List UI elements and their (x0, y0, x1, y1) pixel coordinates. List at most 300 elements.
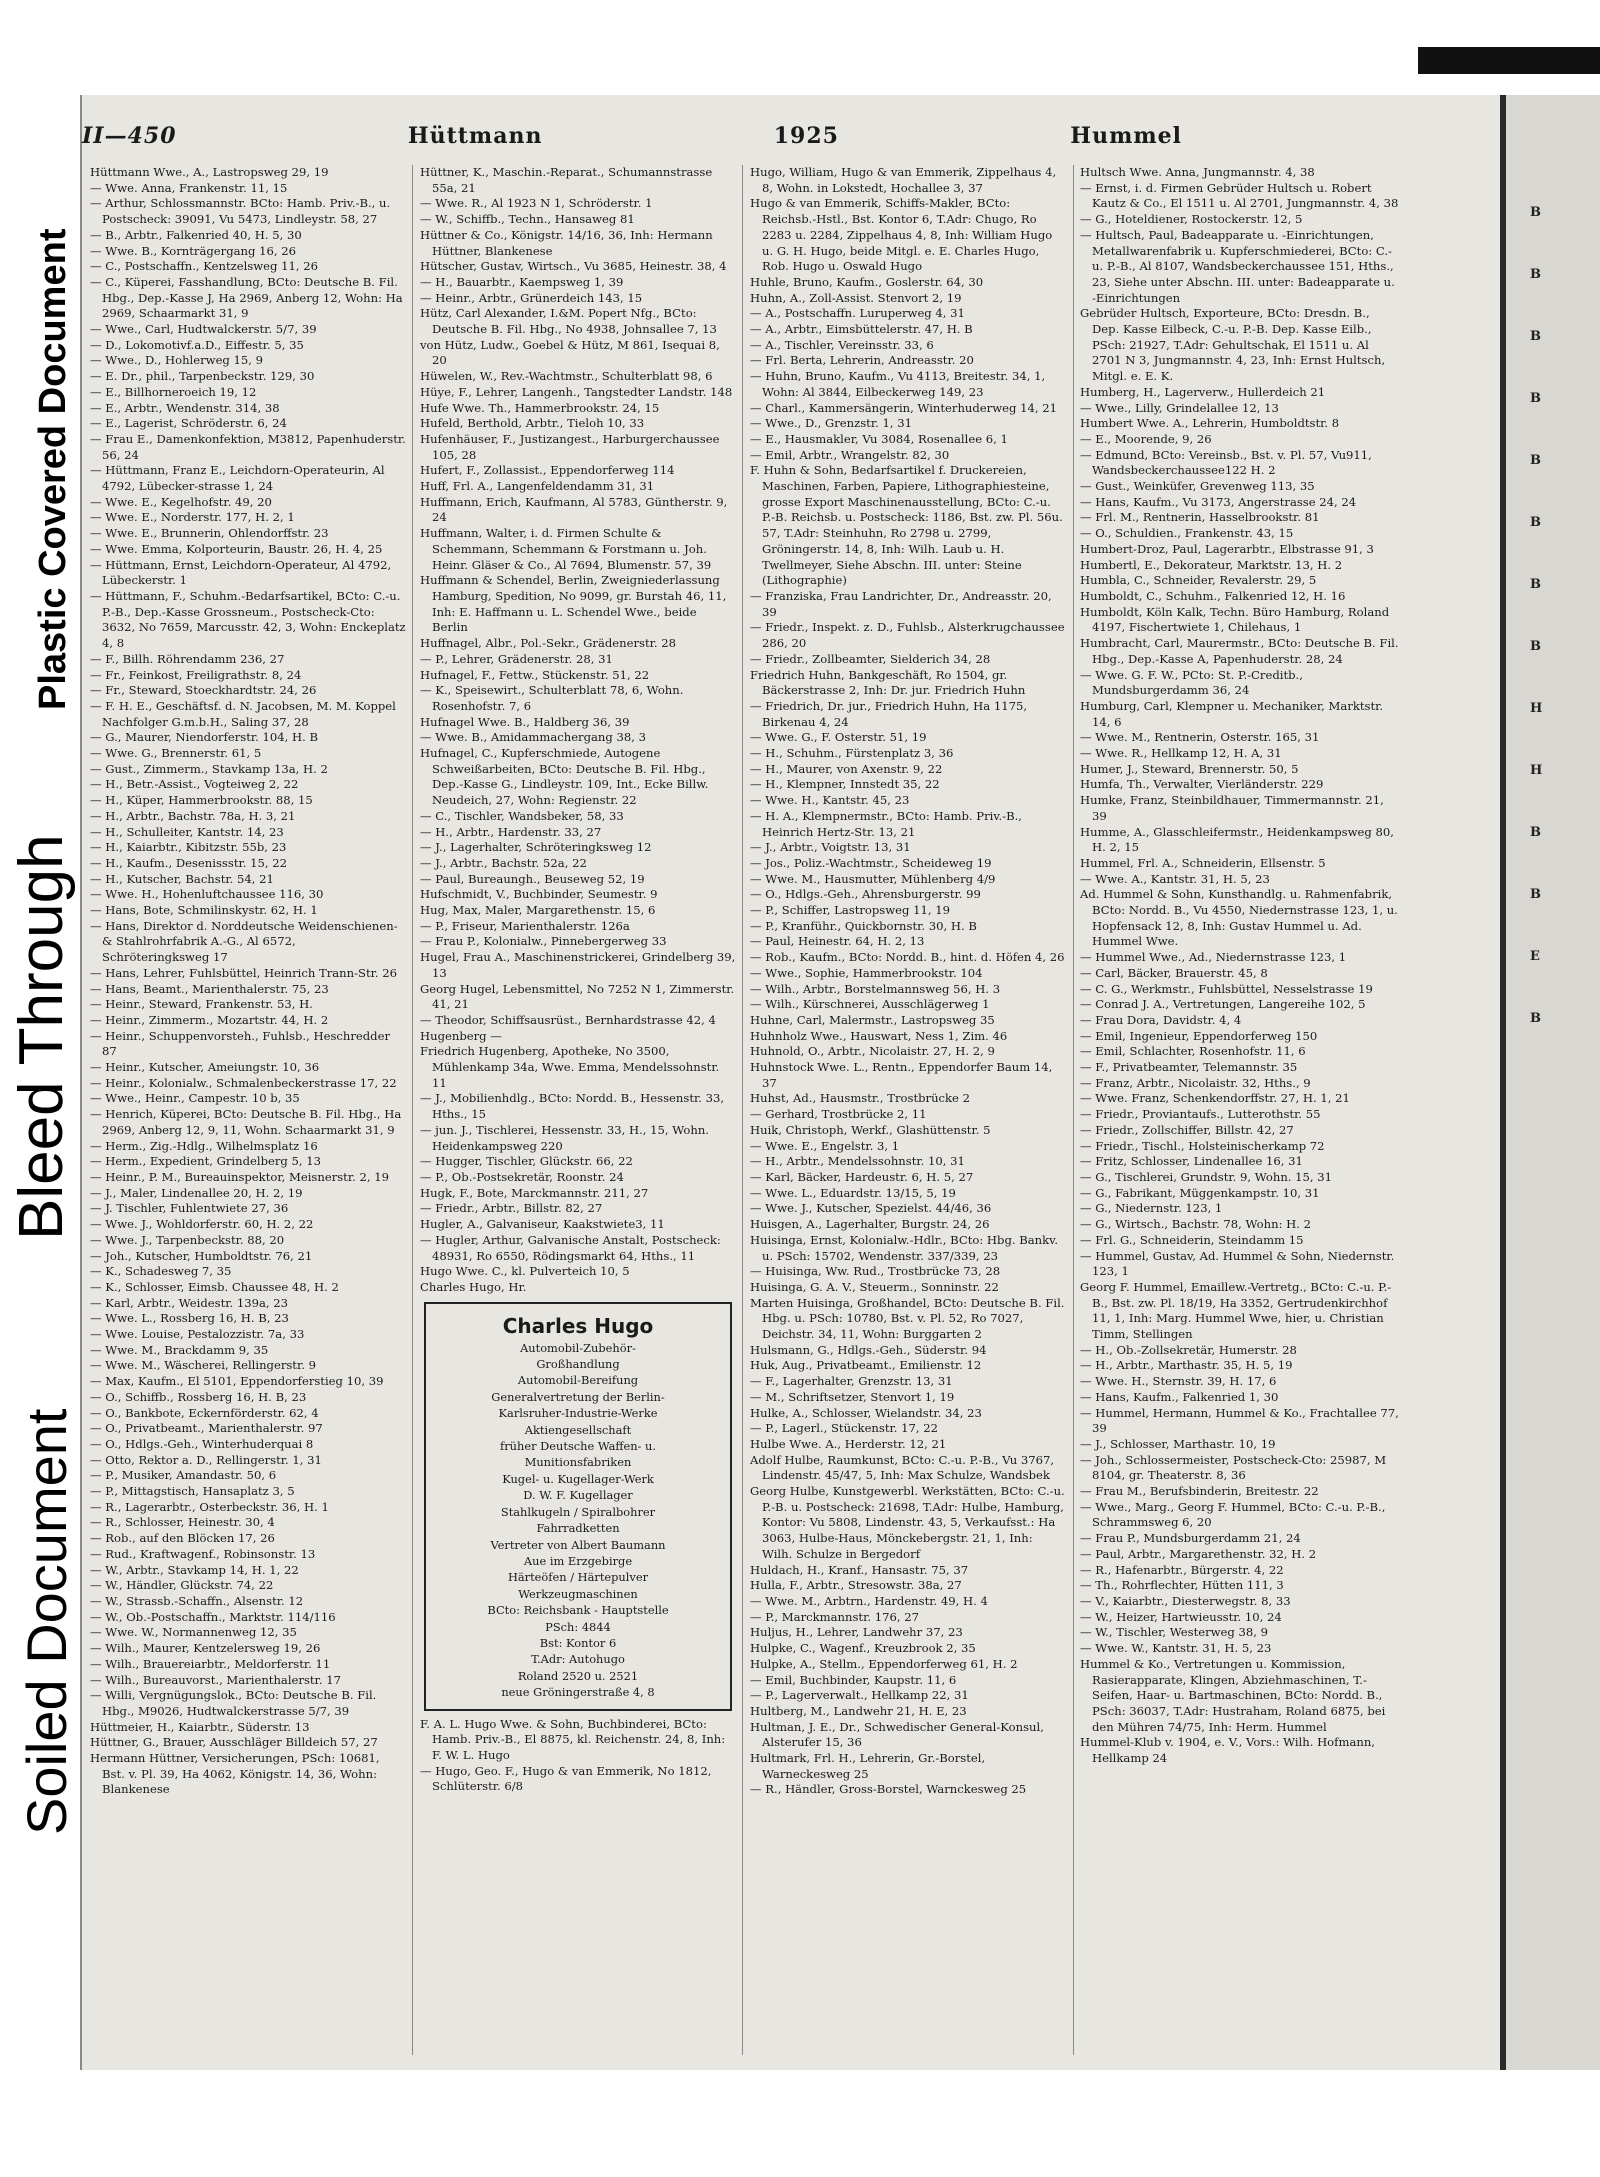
directory-entry: Friedrich Hugenberg, Apotheke, No 3500, Mühlenkamp 34a, Wwe. Emma, Mendelssohnstr. 11 (420, 1044, 720, 1090)
directory-entry: Huffmann & Schendel, Berlin, Zweigniederlassung Hamburg, Spedition, No 9099, gr. Burstah 46, 11, Inh: E. Haffmann u. L. Schendel Wwe., beide Berlin (420, 573, 727, 635)
directory-entry: — Gust., Zimmerm., Stavkamp 13a, H. 2 (90, 761, 328, 776)
directory-entry: Hufnagel, F., Fettw., Stückenstr. 51, 22 (420, 667, 650, 682)
directory-entry: — E., Moorende, 9, 26 (1080, 431, 1212, 446)
adjacent-page-letter: H (1530, 701, 1543, 716)
directory-entry: — Hans, Beamt., Marienthalerstr. 75, 23 (90, 981, 329, 996)
directory-entry: — Wwe. G. F. W., PCto: St. P.-Creditb., Mundsburgerdamm 36, 24 (1080, 667, 1303, 698)
directory-entry: — Emil, Buchbinder, Kaupstr. 11, 6 (750, 1672, 957, 1687)
stamp-soiled-document: Soiled Document (15, 1408, 78, 1835)
directory-entry: — Huisinga, Ww. Rud., Trostbrücke 73, 28 (750, 1264, 1001, 1279)
directory-entry: — Emil, Ingenieur, Eppendorferweg 150 (1080, 1028, 1318, 1043)
directory-entry: — Wwe. B., Kornträgergang 16, 26 (90, 243, 296, 258)
directory-entry: Huffmann, Erich, Kaufmann, Al 5783, Güntherstr. 9, 24 (420, 494, 728, 525)
directory-entry: — H., Arbtr., Marthastr. 35, H. 5, 19 (1080, 1358, 1293, 1373)
directory-entry: Hulla, F., Arbtr., Stresowstr. 38a, 27 (750, 1578, 962, 1593)
directory-entry: — Wwe. G., Brennerstr. 61, 5 (90, 746, 262, 761)
directory-entry: — P., Mittagstisch, Hansaplatz 3, 5 (90, 1484, 295, 1499)
column-3 (750, 165, 1066, 2055)
directory-entry: — G., Maurer, Niendorferstr. 104, H. B (90, 730, 319, 745)
directory-entry: — Frl. M., Rentnerin, Hasselbrookstr. 81 (1080, 510, 1320, 525)
adjacent-page-letter: B (1530, 515, 1541, 530)
adjacent-page-letter: B (1530, 267, 1541, 282)
directory-entry: Hultmark, Frl. H., Lehrerin, Gr.-Borstel, Warneckesweg 25 (750, 1751, 986, 1781)
directory-entry: — Henrich, Küperei, BCto: Deutsche B. Fil. Hbg., Ha 2969, Anberg 12, 9, 11, Wohn. Schaarmarkt 31, 9 (90, 1107, 402, 1137)
directory-entry: — Wilh., Arbtr., Borstelmannsweg 56, H. 3 (750, 981, 1001, 996)
directory-entry: — Friedr., Zollschiffer, Billstr. 42, 27 (1080, 1122, 1294, 1137)
directory-entry: Hulke, A., Schlosser, Wielandstr. 34, 23 (750, 1405, 982, 1420)
directory-entry: — H., Bauarbtr., Kaempsweg 1, 39 (420, 274, 624, 289)
directory-entry: — Wwe., Carl, Hudtwalckerstr. 5/7, 39 (90, 322, 317, 337)
directory-entry: Huk, Aug., Privatbeamt., Emilienstr. 12 (750, 1358, 982, 1373)
directory-entry: — W., Strassb.-Schaffn., Alsenstr. 12 (90, 1593, 304, 1608)
directory-entry: — Hummel, Gustav, Ad. Hummel & Sohn, Niedernstr. 123, 1 (1080, 1248, 1395, 1279)
directory-entry: — J., Lagerhalter, Schröteringksweg 12 (420, 840, 652, 855)
directory-entry: — Frl. Berta, Lehrerin, Andreasstr. 20 (750, 353, 974, 368)
ad-line: Automobil-Zubehör- (520, 1340, 636, 1355)
directory-entry: Huhnholz Wwe., Hauswart, Ness 1, Zim. 46 (750, 1028, 1008, 1043)
directory-entry: — Arthur, Schlossmannstr. BCto: Hamb. Priv.-B., u. Postscheck: 39091, Vu 5473, Lindleystr. 58, 27 (90, 196, 391, 227)
directory-entry: — Ernst, i. d. Firmen Gebrüder Hultsch u. Robert Kautz & Co., El 1511 u. Al 2701, Jungmannstr. 4, 38 (1080, 180, 1399, 211)
directory-entry: — M., Schriftsetzer, Stenvort 1, 19 (750, 1389, 955, 1404)
directory-entry: Huldach, H., Kranf., Hansastr. 75, 37 (750, 1562, 969, 1577)
directory-entry: — Jos., Poliz.-Wachtmstr., Scheideweg 19 (750, 855, 992, 870)
directory-entry: — Wwe., Lilly, Grindelallee 12, 13 (1080, 400, 1279, 415)
directory-entry: — H., Schuhm., Fürstenplatz 3, 36 (750, 746, 954, 761)
directory-entry: — Wwe. Franz, Schenkendorffstr. 27, H. 1, 21 (1080, 1091, 1350, 1106)
directory-entry: Huisinga, Ernst, Kolonialw.-Hdlr., BCto: Hbg. Bankv. u. PSch: 15702, Wendenstr. 337/339, 23 (750, 1232, 1059, 1263)
ad-line: Karlsruher-Industrie-Werke (498, 1406, 658, 1421)
directory-entry: — jun. J., Tischlerei, Hessenstr. 33, H., 15, Wohn. Heidenkampsweg 220 (420, 1122, 709, 1153)
directory-entry: — R., Händler, Gross-Borstel, Warnckesweg 25 (750, 1782, 1027, 1797)
directory-entry: — Rud., Kraftwagenf., Robinsonstr. 13 (90, 1546, 316, 1561)
directory-entry: — A., Tischler, Vereinsstr. 33, 6 (750, 337, 934, 352)
directory-entry: Huhne, Carl, Malermstr., Lastropsweg 35 (750, 1012, 995, 1027)
ad-line: früher Deutsche Waffen- u. (500, 1439, 656, 1454)
ad-line: Roland 2520 u. 2521 (517, 1668, 639, 1683)
directory-entry: Hultsch Wwe. Anna, Jungmannstr. 4, 38 (1080, 165, 1315, 179)
ad-line: Härteöfen / Härtepulver (507, 1570, 649, 1585)
directory-entry: — Wwe. E., Engelstr. 3, 1 (750, 1138, 900, 1153)
directory-entry: — Hüttmann, Ernst, Leichdorn-Operateur, Al 4792, Lübeckerstr. 1 (90, 557, 392, 588)
directory-entry: — Paul, Arbtr., Margarethenstr. 32, H. 2 (1080, 1546, 1317, 1561)
directory-entry: — Conrad J. A., Vertretungen, Langereihe 102, 5 (1080, 997, 1366, 1012)
directory-entry: Gebrüder Hultsch, Exporteure, BCto: Dresdn. B., Dep. Kasse Eilbeck, C.-u. P.-B. Dep. Kasse Eilb., PSch: 21927, T.Adr: Gehultschak, El 1511 u. Al 2701 N 3, Jungmannstr. 4, 23, Inh: Ernst Hultsch, Mitgl. e. E. K. (1080, 306, 1386, 384)
directory-entry: — Friedr., Proviantaufs., Lutterothstr. 55 (1080, 1107, 1321, 1122)
directory-entry: — Frl. G., Schneiderin, Steindamm 15 (1080, 1232, 1304, 1247)
directory-entry: — Frau P., Kolonialw., Pinnebergerweg 33 (420, 934, 667, 949)
adjacent-page-letter: B (1530, 887, 1541, 902)
directory-entry: — Hüttmann, Franz E., Leichdorn-Operateurin, Al 4792, Lübecker-strasse 1, 24 (90, 463, 385, 494)
directory-entry: — Hugo, Geo. F., Hugo & van Emmerik, No 1812, Schlüterstr. 6/8 (420, 1763, 712, 1794)
directory-entry: — H., Maurer, von Axenstr. 9, 22 (750, 761, 943, 776)
directory-entry: Adolf Hulbe, Raumkunst, BCto: C.-u. P.-B., Vu 3767, Lindenstr. 45/47, 5, Inh: Max Schulze, Wandsbek (750, 1452, 1055, 1483)
directory-entry: — C., Postschaffn., Kentzelsweg 11, 26 (90, 259, 319, 274)
directory-entry: — W., Ob.-Postschaffn., Marktstr. 114/116 (90, 1609, 336, 1624)
directory-entry: — Wwe., Sophie, Hammerbrookstr. 104 (750, 965, 983, 980)
directory-entry: — Heinr., Arbtr., Grünerdeich 143, 15 (420, 290, 643, 305)
directory-entry: Huik, Christoph, Werkf., Glashüttenstr. 5 (750, 1122, 991, 1137)
directory-entry: Hütscher, Gustav, Wirtsch., Vu 3685, Heinestr. 38, 4 (420, 259, 727, 274)
directory-entry: — Huhn, Bruno, Kaufm., Vu 4113, Breitestr. 34, 1, Wohn: Al 3844, Eilbeckerweg 149, 23 (750, 369, 1046, 399)
adjacent-page-letter: E (1530, 949, 1540, 964)
directory-entry: — Wwe. W., Kantstr. 31, H. 5, 23 (1080, 1641, 1272, 1656)
directory-entry: Hulbe Wwe. A., Herderstr. 12, 21 (750, 1436, 947, 1451)
directory-entry: — Heinr., P. M., Bureauinspektor, Meisnerstr. 2, 19 (90, 1170, 389, 1184)
directory-entry: — Wwe. M., Brackdamm 9, 35 (90, 1342, 269, 1357)
directory-entry: — Herm., Expedient, Grindelberg 5, 13 (90, 1154, 322, 1169)
directory-entry: — Fr., Feinkost, Freiligrathstr. 8, 24 (90, 667, 302, 682)
directory-entry: — R., Schlosser, Heinestr. 30, 4 (90, 1515, 275, 1530)
ad-line: PSch: 4844 (545, 1619, 611, 1634)
directory-entry: — J., Schlosser, Marthastr. 10, 19 (1080, 1436, 1276, 1451)
directory-entry: — J. Tischler, Fuhlentwiete 27, 36 (90, 1201, 289, 1216)
directory-entry: — Wwe. Emma, Kolporteurin, Baustr. 26, H. 4, 25 (90, 541, 383, 556)
directory-entry: — Hans, Lehrer, Fuhlsbüttel, Heinrich Trann-Str. 26 (90, 965, 398, 980)
directory-entry: Hugk, F., Bote, Marckmannstr. 211, 27 (420, 1185, 649, 1200)
directory-entry: — H., Arbtr., Hardenstr. 33, 27 (420, 824, 602, 839)
directory-entry: — Joh., Kutscher, Humboldtstr. 76, 21 (90, 1248, 313, 1263)
directory-entry: — H., Kaufm., Desenissstr. 15, 22 (90, 855, 287, 870)
directory-entry: — Wilh., Kürschnerei, Ausschlägerweg 1 (750, 997, 990, 1012)
directory-entry: — H., Arbtr., Mendelssohnstr. 10, 31 (750, 1154, 965, 1169)
ad-line: Großhandlung (536, 1357, 620, 1372)
directory-entry: Hüttmann Wwe., A., Lastropsweg 29, 19 (90, 165, 329, 179)
directory-entry: — E., Billhorneroeich 19, 12 (90, 384, 257, 399)
directory-entry: — H., Arbtr., Bachstr. 78a, H. 3, 21 (90, 808, 296, 823)
directory-entry: Charles Hugo, Hr. (420, 1279, 527, 1294)
directory-entry: — W., Heizer, Hartwieusstr. 10, 24 (1080, 1609, 1282, 1624)
directory-entry: — Wwe. M., Hausmutter, Mühlenberg 4/9 (750, 871, 996, 886)
directory-entry: — Wwe. G., F. Osterstr. 51, 19 (750, 730, 927, 745)
directory-entry: — Paul, Bureaungh., Beuseweg 52, 19 (420, 871, 645, 886)
directory-entry: — Heinr., Zimmerm., Mozartstr. 44, H. 2 (90, 1012, 329, 1027)
directory-entry: — Wwe. L., Eduardstr. 13/15, 5, 19 (750, 1185, 956, 1200)
directory-entry: Hüttner, K., Maschin.-Reparat., Schumannstrasse 55a, 21 (420, 165, 713, 195)
ad-line: Munitionsfabriken (524, 1455, 632, 1470)
directory-entry: Hummel & Ko., Vertretungen u. Kommission, Rasierapparate, Klingen, Abziehmaschinen, T.-Seifen, Haar- u. Bartmaschinen, BCto: Nordd. B., PSch: 36037, T.Adr: Hustraham, Roland 6875, bei den Mühren 74/75, Inh: Herm. Hummel (1080, 1656, 1386, 1734)
directory-entry: Hüye, F., Lehrer, Langenh., Tangstedter Landstr. 148 (420, 384, 733, 399)
column-1 (90, 165, 406, 2055)
directory-entry: Georg Hugel, Lebensmittel, No 7252 N 1, Zimmerstr. 41, 21 (420, 981, 735, 1012)
directory-entry: — Edmund, BCto: Vereinsb., Bst. v. Pl. 57, Vu911, Wandsbeckerchaussee122 H. 2 (1080, 447, 1372, 478)
directory-entry: — P., Schiffer, Lastropsweg 11, 19 (750, 903, 951, 918)
directory-entry: — E., Lagerist, Schröderstr. 6, 24 (90, 416, 287, 431)
directory-entry: — H., Kutscher, Bachstr. 54, 21 (90, 871, 274, 886)
directory-entry: — Wwe. E., Norderstr. 177, H. 2, 1 (90, 510, 295, 525)
directory-entry: Hufschmidt, V., Buchbinder, Seumestr. 9 (420, 887, 658, 902)
directory-entry: — K., Schlosser, Eimsb. Chaussee 48, H. 2 (90, 1279, 339, 1294)
directory-entry: — Wwe. B., Amidammachergang 38, 3 (420, 730, 647, 745)
directory-entry: Hufert, F., Zollassist., Eppendorferweg 114 (420, 463, 675, 478)
adjacent-page-letter: B (1530, 825, 1541, 840)
directory-entry: — Hans, Kaufm., Falkenried 1, 30 (1080, 1389, 1279, 1404)
directory-entry: — Hüttmann, F., Schuhm.-Bedarfsartikel, BCto: C.-u. P.-B., Dep.-Kasse Grossneum., Postscheck-Cto: 3632, No 7659, Marcusstr. 42, 3, Wohn: Enckeplatz 4, 8 (90, 588, 406, 651)
ad-line: Automobil-Bereifung (517, 1373, 639, 1388)
directory-entry: — F., Privatbeamter, Telemannstr. 35 (1080, 1060, 1298, 1075)
ad-line: Stahlkugeln / Spiralbohrer (500, 1504, 656, 1519)
directory-entry: — W., Arbtr., Stavkamp 14, H. 1, 22 (90, 1562, 299, 1577)
directory-entry: — Rob., Kaufm., BCto: Nordd. B., hint. d. Höfen 4, 26 (750, 950, 1065, 965)
directory-entry: — Charl., Kammersängerin, Winterhuderweg 14, 21 (750, 400, 1057, 415)
directory-entry: Huhst, Ad., Hausmstr., Trostbrücke 2 (750, 1091, 970, 1106)
page-header (82, 118, 1182, 154)
directory-entry: Friedrich Huhn, Bankgeschäft, Ro 1504, gr. Bäckerstrasse 2, Inh: Dr. jur. Friedrich Huhn (750, 667, 1026, 698)
directory-entry: — J., Mobilienhdlg., BCto: Nordd. B., Hessenstr. 33, Hths., 15 (420, 1091, 725, 1122)
directory-entry: — C. G., Werkmstr., Fuhlsbüttel, Nesselstrasse 19 (1080, 981, 1373, 996)
directory-entry: — W., Schiffb., Techn., Hansaweg 81 (420, 212, 635, 227)
directory-entry: — P., Marckmannstr. 176, 27 (750, 1609, 919, 1624)
directory-entry: Humbla, C., Schneider, Revalerstr. 29, 5 (1080, 573, 1317, 588)
directory-entry: — J., Arbtr., Bachstr. 52a, 22 (420, 855, 587, 870)
directory-entry: — Wwe. L., Rossberg 16, H. B, 23 (90, 1311, 289, 1326)
ad-line: Kugel- u. Kugellager-Werk (502, 1471, 654, 1486)
directory-entry: — H. A., Klempnermstr., BCto: Hamb. Priv.-B., Heinrich Hertz-Str. 13, 21 (750, 808, 1022, 839)
directory-entry: — P., Kranführ., Quickbornstr. 30, H. B (750, 918, 977, 933)
directory-entry: — Otto, Rektor a. D., Rellingerstr. 1, 31 (90, 1452, 322, 1467)
directory-entry: — W., Tischler, Westerweg 38, 9 (1080, 1625, 1269, 1640)
directory-entry: — E., Hausmakler, Vu 3084, Rosenallee 6, 1 (750, 431, 1008, 446)
adjacent-page-letter: B (1530, 1011, 1541, 1026)
directory-entry: — Gust., Weinküfer, Grevenweg 113, 35 (1080, 479, 1315, 494)
directory-entry: Huhle, Bruno, Kaufm., Goslerstr. 64, 30 (750, 274, 984, 289)
directory-entry: Hüttner, G., Brauer, Ausschläger Billdeich 57, 27 (90, 1735, 378, 1750)
directory-entry: — Paul, Heinestr. 64, H. 2, 13 (750, 934, 925, 949)
directory-entry: — Hans, Kaufm., Vu 3173, Angerstrasse 24, 24 (1080, 494, 1357, 509)
directory-entry: Humer, J., Steward, Brennerstr. 50, 5 (1080, 761, 1299, 776)
directory-entry: Huhnold, O., Arbtr., Nicolaistr. 27, H. 2, 9 (750, 1044, 995, 1059)
directory-entry: — O., Privatbeamt., Marienthalerstr. 97 (90, 1421, 323, 1436)
directory-entry: — Wwe. J., Tarpenbeckstr. 88, 20 (90, 1232, 285, 1247)
directory-entry: Huljus, H., Lehrer, Landwehr 37, 23 (750, 1625, 963, 1640)
directory-entry: — Wwe. J., Kutscher, Spezielst. 44/46, 36 (750, 1201, 992, 1216)
directory-entry: — Franziska, Frau Landrichter, Dr., Andreasstr. 20, 39 (750, 588, 1052, 619)
directory-entry: — Rob., auf den Blöcken 17, 26 (90, 1531, 275, 1546)
directory-entry: — G., Fabrikant, Müggenkampstr. 10, 31 (1080, 1185, 1320, 1200)
ad-line: Aue im Erzgebirge (523, 1553, 633, 1568)
column-rule (742, 165, 743, 2055)
directory-entry: — W., Händler, Glückstr. 74, 22 (90, 1578, 274, 1593)
directory-entry: Hufnagel, C., Kupferschmiede, Autogene Schweißarbeiten, BCto: Deutsche B. Fil. Hbg., Dep.-Kasse G., Lindleystr. 109, Int., Ecke Billw. Neudeich, 27, Wohn: Regienstr. 22 (420, 746, 709, 808)
directory-entry: Ad. Hummel & Sohn, Kunsthandlg. u. Rahmenfabrik, BCto: Nordd. B., Vu 4550, Niedernstrasse 123, 1, u. Hopfensack 12, 8, Inh: Gustav Hummel u. Ad. Hummel Wwe. (1080, 887, 1398, 949)
directory-entry: Georg Hulbe, Kunstgewerbl. Werkstätten, BCto: C.-u. P.-B. u. Postscheck: 21698, T.Adr: Hulbe, Hamburg, Kontor: Vu 5808, Lindenstr. 43, 5, Verkaufsst.: Ha 3063, Hulbe-Haus, Mönckebergstr. 21, 1, Inh: Wilh. Schulze in Bergedorf (750, 1484, 1065, 1561)
column-rule (1073, 165, 1074, 2055)
directory-entry: — Friedr., Arbtr., Billstr. 82, 27 (420, 1201, 603, 1216)
directory-entry: — Friedr., Tischl., Holsteinischerkamp 72 (1080, 1138, 1325, 1153)
directory-entry: — Wilh., Bureauvorst., Marienthalerstr. 17 (90, 1672, 341, 1687)
directory-entry: Hulpke, A., Stellm., Eppendorferweg 61, H. 2 (750, 1656, 1018, 1671)
directory-entry: — Frau Dora, Davidstr. 4, 4 (1080, 1012, 1242, 1027)
directory-entry: Hugo Wwe. C., kl. Pulverteich 10, 5 (420, 1264, 630, 1279)
directory-entry: — Wwe. R., Al 1923 N 1, Schröderstr. 1 (420, 196, 653, 211)
directory-entry: — Wwe. W., Normannenweg 12, 35 (90, 1625, 297, 1640)
directory-entry: — G., Wirtsch., Bachstr. 78, Wohn: H. 2 (1080, 1217, 1312, 1232)
directory-entry: — P., Lehrer, Grädenerstr. 28, 31 (420, 651, 613, 666)
directory-entry: Humme, A., Glasschleifermstr., Heidenkampsweg 80, H. 2, 15 (1080, 824, 1394, 855)
directory-entry: — K., Schadesweg 7, 35 (90, 1264, 232, 1279)
directory-entry: — Wwe. M., Wäscherei, Rellingerstr. 9 (90, 1358, 316, 1373)
adjacent-page-letter: B (1530, 577, 1541, 592)
directory-entry: — Th., Rohrflechter, Hütten 111, 3 (1080, 1578, 1284, 1593)
directory-entry: — H., Klempner, Innstedt 35, 22 (750, 777, 940, 792)
directory-entry: — Hultsch, Paul, Badeapparate u. -Einrichtungen, Metallwarenfabrik u. Kupferschmiederei, BCto: C.-u. P.-B., Al 8107, Wandsbeckerchaussee 151, Hths., 23, Siehe unter Abschn. III. unter: Badeapparate u. -Einrichtungen (1080, 227, 1395, 305)
directory-entry: Hummel, Frl. A., Schneiderin, Ellsenstr. 5 (1080, 855, 1326, 870)
directory-entry: — Wilh., Brauereiarbtr., Meldorferstr. 11 (90, 1656, 331, 1671)
directory-entry: — H., Kaiarbtr., Kibitzstr. 55b, 23 (90, 840, 287, 855)
directory-entry: — Hans, Direktor d. Norddeutsche Weidenschienen- & Stahlrohrfabrik A.-G., Al 6572, Schröteringksweg 17 (90, 918, 398, 965)
directory-entry: — B., Arbtr., Falkenried 40, H. 5, 30 (90, 227, 302, 242)
ad-line: T.Adr: Autohugo (531, 1652, 625, 1667)
directory-entry: — G., Tischlerei, Grundstr. 9, Wohn. 15, 31 (1080, 1170, 1333, 1184)
directory-entry: — V., Kaiarbtr., Diesterwegstr. 8, 33 (1080, 1593, 1291, 1608)
ad-line: D. W. F. Kugellager (523, 1488, 633, 1503)
page-number: II—450 (82, 123, 177, 149)
directory-entry: — Fr., Steward, Stoeckhardtstr. 24, 26 (90, 683, 317, 698)
directory-entry: — Hummel Wwe., Ad., Niedernstrasse 123, 1 (1080, 950, 1347, 965)
directory-entry: — F., Lagerhalter, Grenzstr. 13, 31 (750, 1374, 953, 1389)
directory-entry: — Frau E., Damenkonfektion, M3812, Papenhuderstr. 56, 24 (90, 431, 406, 462)
directory-entry: Hugel, Frau A., Maschinenstrickerei, Grindelberg 39, 13 (420, 950, 736, 980)
directory-page (80, 95, 1543, 2070)
stamp-bleed-through: Bleed Through (7, 834, 76, 1240)
directory-entry: Huffnagel, Albr., Pol.-Sekr., Grädenerstr. 28 (420, 636, 677, 651)
directory-entry: — O., Schuldien., Frankenstr. 43, 15 (1080, 526, 1294, 541)
directory-entry: — P., Musiker, Amandastr. 50, 6 (90, 1468, 277, 1483)
adjacent-page-letter: B (1530, 329, 1541, 344)
directory-entry: Marten Huisinga, Großhandel, BCto: Deutsche B. Fil. Hbg. u. PSch: 10780, Bst. v. Pl. 52, Ro 7027, Deichstr. 34, 11, Wohn: Burggarten 2 (750, 1295, 1065, 1342)
directory-entry: — E., Arbtr., Wendenstr. 314, 38 (90, 400, 280, 415)
directory-entry: Hüwelen, W., Rev.-Wachtmstr., Schulterblatt 98, 6 (420, 369, 713, 384)
directory-entry: — R., Hafenarbtr., Bürgerstr. 4, 22 (1080, 1562, 1284, 1577)
directory-entry: — F., Billh. Röhrendamm 236, 27 (90, 651, 285, 666)
directory-entry: — J., Maler, Lindenallee 20, H. 2, 19 (90, 1185, 303, 1200)
directory-entry: — Wwe. J., Wohldorferstr. 60, H. 2, 22 (90, 1217, 314, 1232)
directory-entry: — Friedrich, Dr. jur., Friedrich Huhn, Ha 1175, Birkenau 4, 24 (750, 698, 1028, 729)
directory-entry: Hultberg, M., Landwehr 21, H. E, 23 (750, 1703, 967, 1718)
directory-entry: — Frau P., Mundsburgerdamm 21, 24 (1080, 1531, 1301, 1546)
directory-entry: — A., Arbtr., Eimsbüttelerstr. 47, H. B (750, 322, 973, 337)
directory-entry: Hufnagel Wwe. B., Haldberg 36, 39 (420, 714, 630, 729)
directory-entry: — Heinr., Schuppenvorsteh., Fuhlsb., Heschredder 87 (90, 1028, 390, 1059)
directory-entry: — Emil, Arbtr., Wrangelstr. 82, 30 (750, 447, 950, 462)
directory-entry: Hultman, J. E., Dr., Schwedischer General-Konsul, Alsterufer 15, 36 (750, 1719, 1044, 1750)
directory-entry: — Wwe. H., Hohenluftchaussee 116, 30 (90, 887, 324, 902)
directory-entry: Huisinga, G. A. V., Steuerm., Sonninstr. 22 (750, 1279, 999, 1294)
directory-entry: — G., Hoteldiener, Rostockerstr. 12, 5 (1080, 212, 1303, 227)
ad-title: Charles Hugo (502, 1313, 654, 1338)
stamp-plastic-covered: Plastic Covered Document (32, 228, 74, 710)
directory-entry: von Hütz, Ludw., Goebel & Hütz, M 861, Isequai 8, 20 (420, 337, 720, 368)
directory-entry: Humboldt, C., Schuhm., Falkenried 12, H. 16 (1080, 588, 1346, 603)
directory-entry: Hulpke, C., Wagenf., Kreuzbrook 2, 35 (750, 1641, 976, 1656)
directory-entry: — Wwe. M., Arbtrn., Hardenstr. 49, H. 4 (750, 1593, 988, 1608)
directory-entry: Hugenberg — (420, 1028, 502, 1043)
directory-entry: — O., Schiffb., Rossberg 16, H. B, 23 (90, 1389, 307, 1404)
directory-entry: — H., Betr.-Assist., Vogteiweg 2, 22 (90, 777, 299, 792)
directory-entry: Humbracht, Carl, Maurermstr., BCto: Deutsche B. Fil. Hbg., Dep.-Kasse A, Papenhuderstr. 28, 24 (1080, 636, 1399, 666)
directory-entry: — Carl, Bäcker, Brauerstr. 45, 8 (1080, 965, 1268, 980)
directory-entry: Humberg, H., Lagerverw., Hullerdeich 21 (1080, 384, 1326, 399)
directory-entry: — Hans, Bote, Schmilinskystr. 62, H. 1 (90, 903, 318, 918)
directory-entry: — Wwe., Heinr., Campestr. 10 b, 35 (90, 1091, 300, 1106)
directory-entry: F. Huhn & Sohn, Bedarfsartikel f. Druckereien, Maschinen, Farben, Papiere, Lithographiesteine, grosse Export Maschinenausstellung, BCto: C.-u. P.-B. Reichsb. u. Postscheck: 1186, Bst. zw. Pl. 56u. 57, T.Adr: Steinhuhn, Ro 2798 u. 2799, Gröningerstr. 14, 8, Inh: Wilh. Laub u. H. Twellmeyer, Siehe Abschn. III. unter: Steine (Lithographie) (750, 463, 1063, 588)
directory-entry: — P., Friseur, Marienthalerstr. 126a (420, 918, 630, 933)
directory-entry: Huffmann, Walter, i. d. Firmen Schulte & Schemmann, Schemmann & Forstmann u. Joh. Heinr. Gläser & Co., Al 7694, Blumenstr. 57, 39 (420, 526, 712, 572)
directory-entry: — Wwe. H., Sternstr. 39, H. 17, 6 (1080, 1374, 1277, 1389)
directory-entry: — Emil, Schlachter, Rosenhofstr. 11, 6 (1080, 1044, 1306, 1059)
directory-entry: — Gerhard, Trostbrücke 2, 11 (750, 1107, 927, 1122)
directory-entry: — Wwe. Louise, Pestalozzistr. 7a, 33 (90, 1327, 305, 1342)
header-right-keyword: Hummel (1070, 123, 1182, 149)
directory-entry: — Theodor, Schiffsausrüst., Bernhardstrasse 42, 4 (420, 1012, 716, 1027)
directory-entry: Hummel-Klub v. 1904, e. V., Vors.: Wilh. Hofmann, Hellkamp 24 (1080, 1735, 1375, 1766)
ad-line: Werkzeugmaschinen (518, 1586, 638, 1601)
ad-line: Vertreter von Albert Baumann (490, 1537, 666, 1552)
directory-entry: Hulsmann, G., Hdlgs.-Geh., Süderstr. 94 (750, 1342, 987, 1357)
directory-entry: Hug, Max, Maler, Margarethenstr. 15, 6 (420, 903, 656, 918)
directory-entry: — J., Arbtr., Voigtstr. 13, 31 (750, 840, 911, 855)
ad-line: BCto: Reichsbank - Hauptstelle (487, 1603, 669, 1618)
directory-entry: — Wwe., D., Grenzstr. 1, 31 (750, 416, 912, 431)
side-stamp (0, 150, 78, 1850)
directory-entry: Hufe Wwe. Th., Hammerbrookstr. 24, 15 (420, 400, 660, 415)
directory-entry: — Friedr., Inspekt. z. D., Fuhlsb., Alsterkrugchaussee 286, 20 (750, 620, 1065, 651)
directory-entry: — Wwe. H., Kantstr. 45, 23 (750, 793, 910, 808)
directory-entry: — Karl, Bäcker, Hardeustr. 6, H. 5, 27 (750, 1170, 974, 1184)
directory-entry: — Wwe. E., Kegelhofstr. 49, 20 (90, 494, 272, 509)
directory-entry: — Frau M., Berufsbinderin, Breitestr. 22 (1080, 1484, 1319, 1499)
directory-entry: — P., Lagerl., Stückenstr. 17, 22 (750, 1421, 939, 1436)
directory-entry: — R., Lagerarbtr., Osterbeckstr. 36, H. 1 (90, 1499, 329, 1514)
column-rule (412, 165, 413, 2055)
directory-entry: — G., Niedernstr. 123, 1 (1080, 1201, 1223, 1216)
directory-entry: — Wwe. E., Brunnerin, Ohlendorffstr. 23 (90, 526, 329, 541)
directory-entry: — C., Küperei, Fasshandlung, BCto: Deutsche B. Fil. Hbg., Dep.-Kasse J, Ha 2969, Anberg 12, Wohn: Ha 2969, Schaarmarkt 31, 9 (90, 274, 403, 321)
ad-line: Fahrradketten (536, 1521, 620, 1536)
ad-line: Bst: Kontor 6 (539, 1635, 617, 1650)
directory-entry: — Wwe. Anna, Frankenstr. 11, 15 (90, 180, 288, 195)
adjacent-page-letter: B (1530, 205, 1541, 220)
directory-entry: Hütz, Carl Alexander, I.&M. Popert Nfg., BCto: Deutsche B. Fil. Hbg., No 4938, Johnsallee 7, 13 (420, 306, 717, 337)
directory-entry: — C., Tischler, Wandsbeker, 58, 33 (420, 808, 624, 823)
directory-entry: — O., Hdlgs.-Geh., Ahrensburgerstr. 99 (750, 887, 981, 902)
adjacent-page-letter: B (1530, 639, 1541, 654)
directory-entry: — Hugler, Arthur, Galvanische Anstalt, Postscheck: 48931, Ro 6550, Rödingsmarkt 64, Hths., 11 (420, 1232, 721, 1263)
adjacent-page-letter: B (1530, 391, 1541, 406)
directory-entry: Hermann Hüttner, Versicherungen, PSch: 10681, Bst. v. Pl. 39, Ha 4062, Königstr. 14, 36, Wohn: Blankenese (90, 1751, 380, 1797)
directory-entry: — O., Bankbote, Eckernförderstr. 62, 4 (90, 1405, 319, 1420)
directory-entry: — Wwe. M., Rentnerin, Osterstr. 165, 31 (1080, 730, 1320, 745)
directory-entry: — Fritz, Schlosser, Lindenallee 16, 31 (1080, 1154, 1303, 1169)
directory-entry: — O., Hdlgs.-Geh., Winterhuderquai 8 (90, 1436, 314, 1451)
directory-entry: — H., Schulleiter, Kantstr. 14, 23 (90, 824, 284, 839)
directory-entry: — K., Speisewirt., Schulterblatt 78, 6, Wohn. Rosenhofstr. 7, 6 (420, 683, 684, 713)
directory-entry: — Wwe., D., Hohlerweg 15, 9 (90, 353, 264, 368)
directory-entry: Hufeld, Berthold, Arbtr., Tieloh 10, 33 (420, 416, 645, 431)
directory-entry: — P., Lagerverwalt., Hellkamp 22, 31 (750, 1688, 969, 1703)
directory-entry: Humbert-Droz, Paul, Lagerarbtr., Elbstrasse 91, 3 (1080, 541, 1374, 556)
directory-entry: Georg F. Hummel, Emaillew.-Vertretg., BCto: C.-u. P.-B., Bst. zw. Pl. 18/19, Ha 3352, Gertrudenkirchhof 11, 1, Inh: Marg. Hummel Wwe, hier, u. Christian Timm, Stellingen (1080, 1279, 1392, 1342)
directory-entry: — Franz, Arbtr., Nicolaistr. 32, Hths., 9 (1080, 1075, 1311, 1090)
adjacent-page-strip (1500, 95, 1600, 2070)
directory-entry: — A., Postschaffn. Luruperweg 4, 31 (750, 306, 965, 321)
directory-entry: — Max, Kaufm., El 5101, Eppendorferstieg 10, 39 (90, 1374, 384, 1389)
directory-entry: — E. Dr., phil., Tarpenbeckstr. 129, 30 (90, 369, 315, 384)
directory-entry: Hufenhäuser, F., Justizangest., Harburgerchaussee 105, 28 (420, 431, 720, 462)
column-4 (1080, 165, 1400, 2055)
ad-line: Aktiengesellschaft (524, 1422, 632, 1437)
directory-entry: — Heinr., Steward, Frankenstr. 53, H. (90, 997, 313, 1012)
header-year: 1925 (773, 123, 839, 149)
